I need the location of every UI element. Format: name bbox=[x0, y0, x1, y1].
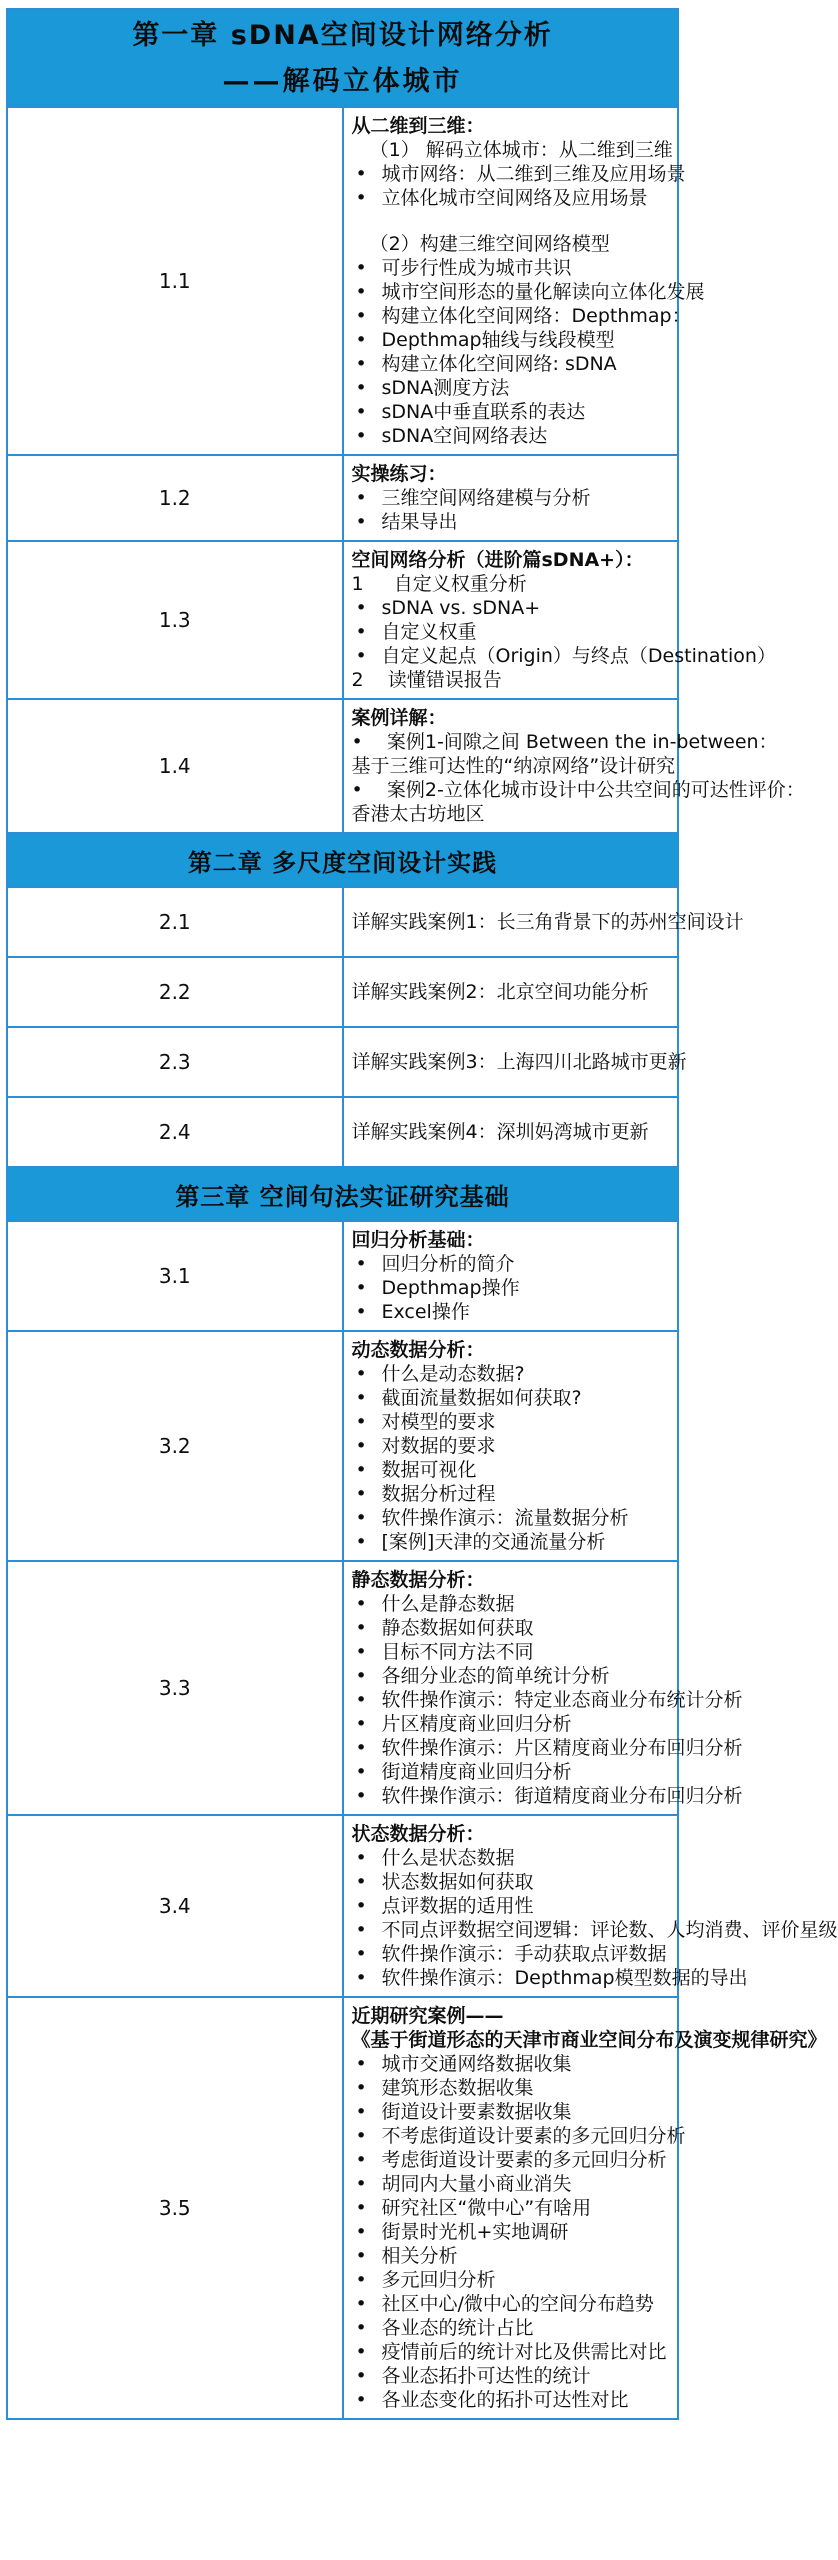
bullet-item: • 点评数据的适用性 bbox=[352, 1894, 670, 1918]
section-number: 2.2 bbox=[7, 957, 343, 1027]
section-number: 3.5 bbox=[7, 1997, 343, 2419]
bullet-item: • 构建立体化空间网络: sDNA bbox=[352, 352, 670, 376]
chapter-title-line: 第三章 空间句法实证研究基础 bbox=[175, 1182, 510, 1211]
section-row bbox=[7, 1097, 678, 1167]
bullet-item: • 城市网络：从二维到三维及应用场景 bbox=[352, 162, 670, 186]
bullet-item: • 软件操作演示：手动获取点评数据 bbox=[352, 1942, 670, 1966]
bullet-item: • 疫情前后的统计对比及供需比对比 bbox=[352, 2340, 670, 2364]
chapter-subtitle-line: ——解码立体城市 bbox=[222, 66, 463, 97]
section-content bbox=[343, 107, 705, 455]
section-row bbox=[7, 1221, 678, 1331]
bullet-item: • 相关分析 bbox=[352, 2244, 670, 2268]
section-content bbox=[343, 887, 744, 957]
section-heading: 状态数据分析： bbox=[351, 1823, 485, 1845]
bullet-item: • Depthmap轴线与线段模型 bbox=[352, 328, 670, 352]
bullet-item: • 考虑街道设计要素的多元回归分析 bbox=[352, 2148, 670, 2172]
bullet-item: • Depthmap操作 bbox=[352, 1276, 670, 1300]
bullet-item: • sDNA测度方法 bbox=[352, 376, 670, 400]
section-row bbox=[7, 1815, 678, 1997]
section-content bbox=[343, 1097, 679, 1167]
bullet-item: • 什么是状态数据 bbox=[352, 1846, 670, 1870]
section-row bbox=[7, 541, 678, 699]
section-number: 2.4 bbox=[7, 1097, 343, 1167]
section-row bbox=[7, 1561, 678, 1815]
bullet-item: • 结果导出 bbox=[352, 510, 670, 534]
spacer bbox=[352, 210, 670, 232]
bullet-item: • 片区精度商业回归分析 bbox=[352, 1712, 670, 1736]
section-row bbox=[7, 1027, 678, 1097]
bullet-item: • sDNA中垂直联系的表达 bbox=[352, 400, 670, 424]
chapter-header-row bbox=[7, 833, 678, 887]
section-heading: 回归分析基础： bbox=[351, 1229, 485, 1251]
bullet-item: • 自定义起点（Origin）与终点（Destination） bbox=[352, 644, 670, 668]
bullet-item: • 建筑形态数据收集 bbox=[352, 2076, 670, 2100]
text-line: • 案例1-间隙之间 Between the in-between： bbox=[351, 731, 778, 753]
section-content bbox=[343, 1331, 679, 1561]
bullet-item: • 什么是静态数据 bbox=[352, 1592, 670, 1616]
syllabus-table bbox=[6, 8, 838, 2420]
section-number: 2.3 bbox=[7, 1027, 343, 1097]
bullet-item: • 自定义权重 bbox=[352, 620, 670, 644]
bullet-item: • 软件操作演示：Depthmap模型数据的导出 bbox=[352, 1966, 670, 1990]
section-content bbox=[343, 957, 679, 1027]
bullet-item: • 软件操作演示：片区精度商业分布回归分析 bbox=[352, 1736, 670, 1760]
section-heading: 案例详解： bbox=[351, 707, 447, 729]
section-row bbox=[7, 887, 678, 957]
section-heading: 实操练习： bbox=[351, 463, 447, 485]
bullet-item: • sDNA vs. sDNA+ bbox=[352, 596, 670, 620]
section-content bbox=[343, 1997, 827, 2419]
section-number: 3.2 bbox=[7, 1331, 343, 1561]
text-line: 1 自定义权重分析 bbox=[351, 573, 527, 595]
bullet-item: • 可步行性成为城市共识 bbox=[352, 256, 670, 280]
text-line: （1） 解码立体城市：从二维到三维 bbox=[351, 139, 673, 161]
bullet-item: • 数据可视化 bbox=[352, 1458, 670, 1482]
bullet-item: • 三维空间网络建模与分析 bbox=[352, 486, 670, 510]
bullet-item: • 目标不同方法不同 bbox=[352, 1640, 670, 1664]
bullet-item: • 各业态的统计占比 bbox=[352, 2316, 670, 2340]
chapter-title-line: 第二章 多尺度空间设计实践 bbox=[187, 848, 498, 877]
section-heading: 从二维到三维： bbox=[351, 115, 485, 137]
bullet-item: • 街景时光机+实地调研 bbox=[352, 2220, 670, 2244]
section-content bbox=[343, 541, 776, 699]
bullet-item: • 软件操作演示：特定业态商业分布统计分析 bbox=[352, 1688, 670, 1712]
bullet-item: • 软件操作演示：街道精度商业分布回归分析 bbox=[352, 1784, 670, 1808]
bullet-item: • 软件操作演示：流量数据分析 bbox=[352, 1506, 670, 1530]
section-row bbox=[7, 1331, 678, 1561]
section-row bbox=[7, 957, 678, 1027]
text-line: • 案例2-立体化城市设计中公共空间的可达性评价： bbox=[351, 779, 805, 801]
bullet-item: • 不同点评数据空间逻辑：评论数、人均消费、评价星级 bbox=[352, 1918, 670, 1942]
section-heading: 动态数据分析： bbox=[351, 1339, 485, 1361]
bullet-item: • 对数据的要求 bbox=[352, 1434, 670, 1458]
text-line: 2 读懂错误报告 bbox=[351, 669, 502, 691]
bullet-item: • 城市空间形态的量化解读向立体化发展 bbox=[352, 280, 670, 304]
section-number: 1.3 bbox=[7, 541, 343, 699]
bullet-item: • 城市交通网络数据收集 bbox=[352, 2052, 670, 2076]
bullet-item: • 截面流量数据如何获取? bbox=[352, 1386, 670, 1410]
bullet-item: • 构建立体化空间网络：Depthmap： bbox=[352, 304, 670, 328]
section-number: 1.1 bbox=[7, 107, 343, 455]
section-number: 3.3 bbox=[7, 1561, 343, 1815]
chapter-title-line: 第一章 sDNA空间设计网络分析 bbox=[132, 20, 553, 51]
section-content bbox=[343, 1815, 838, 1997]
section-content bbox=[343, 1221, 679, 1331]
section-content bbox=[343, 1561, 743, 1815]
text-line: 详解实践案例2：北京空间功能分析 bbox=[351, 981, 649, 1003]
text-line: 基于三维可达性的“纳凉网络”设计研究 bbox=[351, 755, 676, 777]
section-content bbox=[343, 699, 805, 833]
bullet-item: • 各业态变化的拓扑可达性对比 bbox=[352, 2388, 670, 2412]
bullet-item: • 各业态拓扑可达性的统计 bbox=[352, 2364, 670, 2388]
bullet-item: • 社区中心/微中心的空间分布趋势 bbox=[352, 2292, 670, 2316]
bullet-item: • Excel操作 bbox=[352, 1300, 670, 1324]
text-line: （2）构建三维空间网络模型 bbox=[351, 233, 610, 255]
bullet-item: • 状态数据如何获取 bbox=[352, 1870, 670, 1894]
section-row bbox=[7, 699, 678, 833]
section-row bbox=[7, 455, 678, 541]
bullet-item: • 什么是动态数据? bbox=[352, 1362, 670, 1386]
section-heading: 静态数据分析： bbox=[351, 1569, 485, 1591]
section-number: 3.4 bbox=[7, 1815, 343, 1997]
bullet-item: • 街道精度商业回归分析 bbox=[352, 1760, 670, 1784]
text-line: 详解实践案例3：上海四川北路城市更新 bbox=[351, 1051, 687, 1073]
text-line: 香港太古坊地区 bbox=[351, 803, 485, 825]
chapter-title bbox=[7, 9, 678, 107]
chapter-title bbox=[7, 1167, 678, 1221]
chapter-header-row bbox=[7, 1167, 678, 1221]
bullet-item: • 研究社区“微中心”有啥用 bbox=[352, 2196, 670, 2220]
section-row bbox=[7, 107, 678, 455]
section-content bbox=[343, 455, 679, 541]
section-number: 3.1 bbox=[7, 1221, 343, 1331]
bullet-item: • 回归分析的简介 bbox=[352, 1252, 670, 1276]
bullet-item: • 静态数据如何获取 bbox=[352, 1616, 670, 1640]
bullet-item: • 对模型的要求 bbox=[352, 1410, 670, 1434]
section-heading: 《基于街道形态的天津市商业空间分布及演变规律研究》 bbox=[351, 2029, 827, 2051]
bullet-item: • 立体化城市空间网络及应用场景 bbox=[352, 186, 670, 210]
bullet-item: • sDNA空间网络表达 bbox=[352, 424, 670, 448]
bullet-item: • 胡同内大量小商业消失 bbox=[352, 2172, 670, 2196]
text-line: 详解实践案例4：深圳妈湾城市更新 bbox=[351, 1121, 649, 1143]
bullet-item: • 各细分业态的简单统计分析 bbox=[352, 1664, 670, 1688]
section-content bbox=[343, 1027, 687, 1097]
chapter-title bbox=[7, 833, 678, 887]
section-number: 1.4 bbox=[7, 699, 343, 833]
section-heading: 近期研究案例—— bbox=[351, 2005, 504, 2027]
section-row bbox=[7, 1997, 678, 2419]
bullet-item: • 不考虑街道设计要素的多元回归分析 bbox=[352, 2124, 670, 2148]
bullet-item: • 多元回归分析 bbox=[352, 2268, 670, 2292]
section-number: 1.2 bbox=[7, 455, 343, 541]
section-heading: 空间网络分析（进阶篇sDNA+）： bbox=[351, 549, 644, 571]
bullet-item: • [案例]天津的交通流量分析 bbox=[352, 1530, 670, 1554]
text-line: 详解实践案例1：长三角背景下的苏州空间设计 bbox=[351, 911, 744, 933]
chapter-header-row bbox=[7, 9, 678, 107]
section-number: 2.1 bbox=[7, 887, 343, 957]
bullet-item: • 数据分析过程 bbox=[352, 1482, 670, 1506]
bullet-item: • 街道设计要素数据收集 bbox=[352, 2100, 670, 2124]
